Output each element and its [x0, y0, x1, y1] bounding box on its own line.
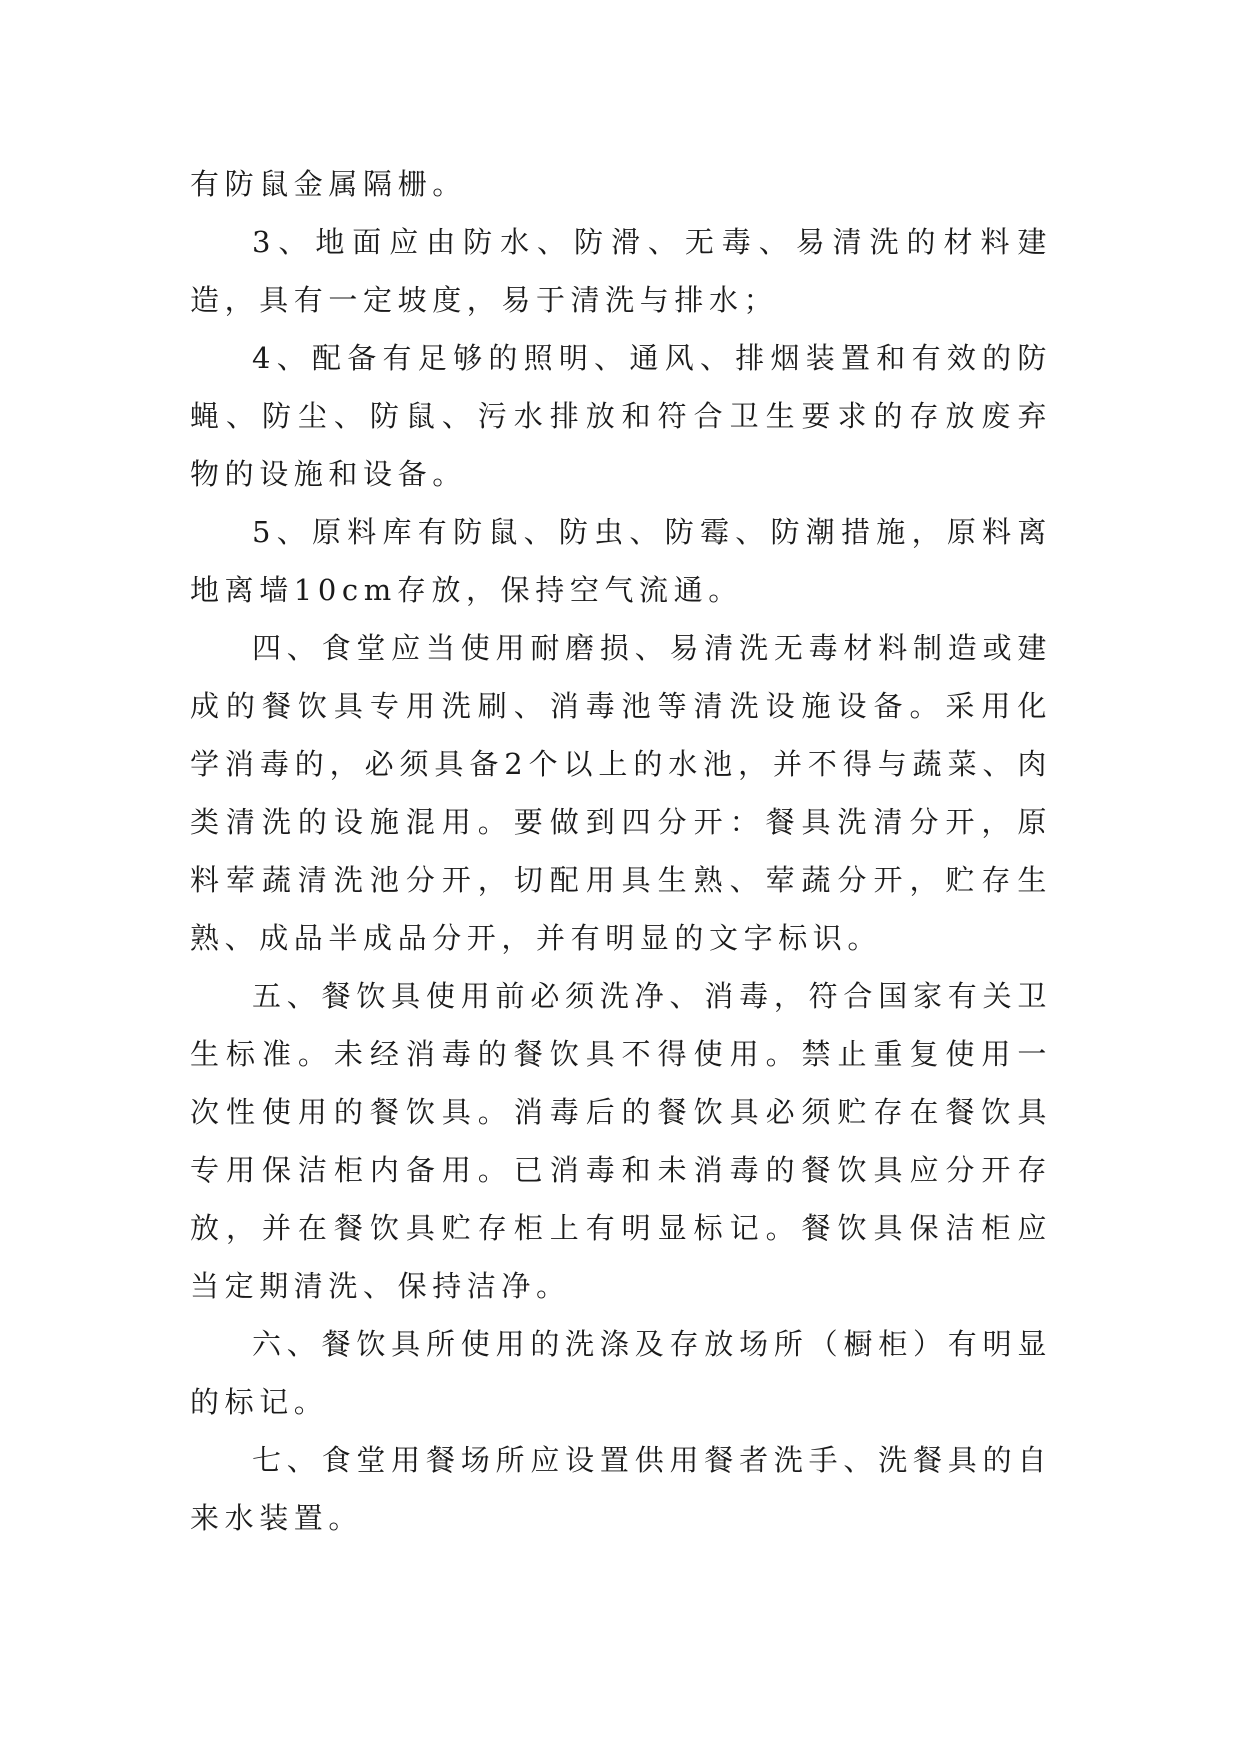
paragraph-floor-material: 3、地面应由防水、防滑、无毒、易清洗的材料建造，具有一定坡度，易于清洗与排水； [190, 225, 1052, 317]
paragraph-storage-room: 5、原料库有防鼠、防虫、防霉、防潮措施，原料离地离墙10cm存放，保持空气流通。 [190, 515, 1052, 607]
paragraph-rodent-grille: 有防鼠金属隔栅。 [190, 167, 467, 201]
paragraph-lighting-ventilation: 4、配备有足够的照明、通风、排烟装置和有效的防蝇、防尘、防鼠、污水排放和符合卫生要求的存放废弃物的设施和设备。 [190, 341, 1052, 491]
paragraph-section-four: 四、食堂应当使用耐磨损、易清洗无毒材料制造或建成的餐饮具专用洗刷、消毒池等清洗设施设备。采用化学消毒的，必须具备2个以上的水池，并不得与蔬菜、肉类清洗的设施混用。要做到四分开：餐具洗清分开，原料荤蔬清洗池分开，切配用具生熟、荤蔬分开，贮存生熟、成品半成品分开，并有明显的文字标识。 [190, 631, 1052, 955]
paragraph-section-five: 五、餐饮具使用前必须洗净、消毒，符合国家有关卫生标准。未经消毒的餐饮具不得使用。禁止重复使用一次性使用的餐饮具。消毒后的餐饮具必须贮存在餐饮具专用保洁柜内备用。已消毒和未消毒的餐饮具应分开存放，并在餐饮具贮存柜上有明显标记。餐饮具保洁柜应当定期清洗、保持洁净。 [190, 979, 1052, 1303]
paragraph-section-six: 六、餐饮具所使用的洗涤及存放场所（橱柜）有明显的标记。 [190, 1327, 1052, 1419]
document-body [190, 155, 1052, 1547]
paragraph-section-seven: 七、食堂用餐场所应设置供用餐者洗手、洗餐具的自来水装置。 [190, 1443, 1052, 1535]
